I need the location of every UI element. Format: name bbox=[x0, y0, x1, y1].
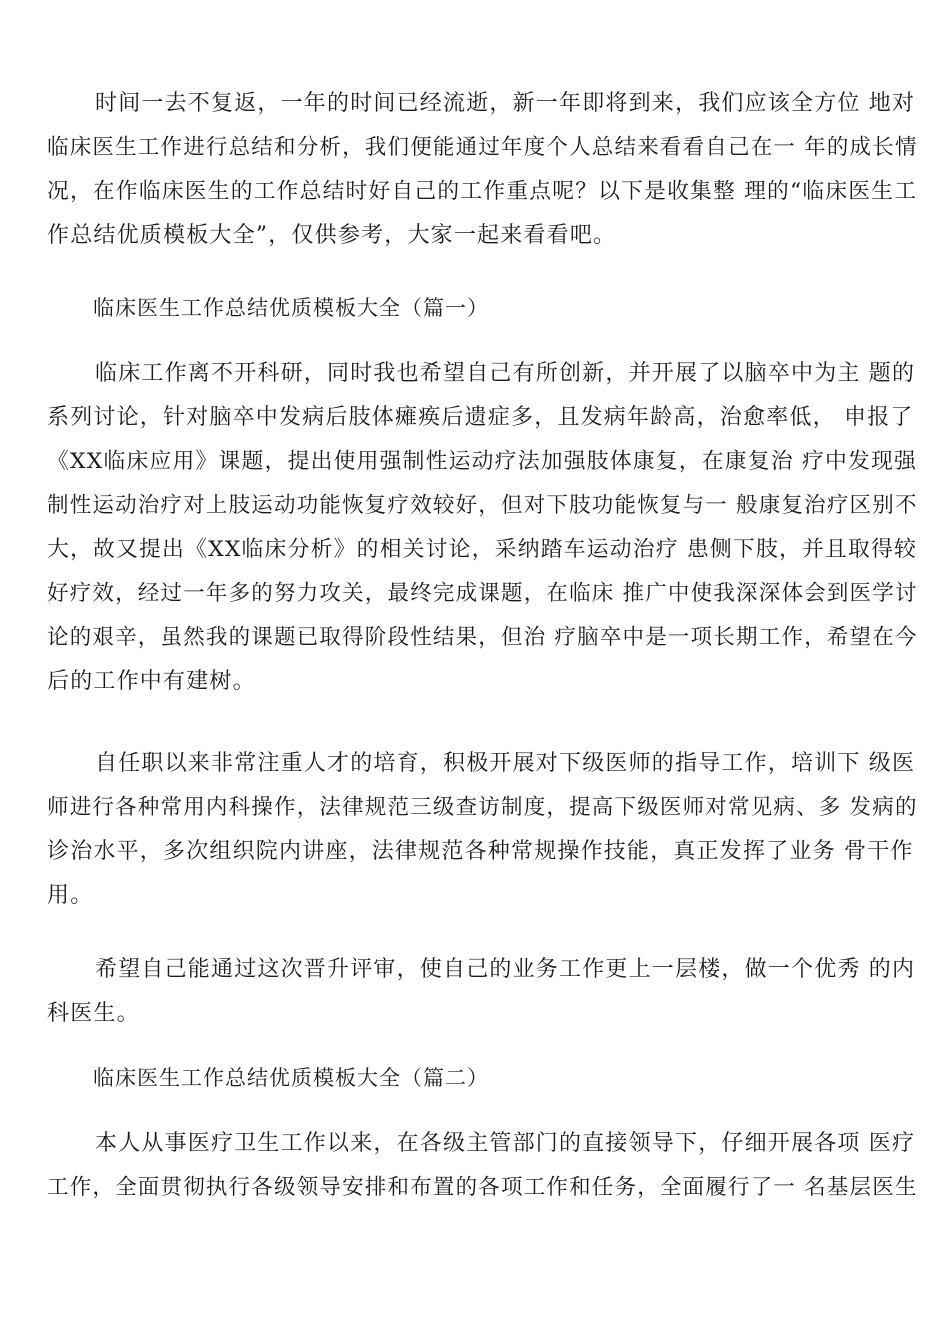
paragraph-line: 系列讨论，针对脑卒中发病后肢体瘫痪后遗症多，且发病年龄高，治愈率低， 申报了 bbox=[47, 405, 914, 430]
intro-line: 临床医生工作进行总结和分析，我们便能通过年度个人总结来看看自己在一 年的成长情 bbox=[47, 135, 918, 160]
paragraph-line: 论的艰辛，虽然我的课题已取得阶段性结果，但治 疗脑卒中是一项长期工作，希望在今 bbox=[47, 625, 918, 650]
paragraph-line: 《XX临床应用》课题，提出使用强制性运动疗法加强肢体康复，在康复治 疗中发现强 bbox=[47, 449, 918, 474]
intro-line: 况，在作临床医生的工作总结时好自己的工作重点呢？以下是收集整 理的“临床医生工 bbox=[47, 179, 918, 204]
section2-paragraph-1 bbox=[47, 1122, 917, 1210]
paragraph-line: 用。 bbox=[47, 883, 94, 908]
section1-paragraph-2 bbox=[47, 742, 917, 918]
section1-paragraph-1 bbox=[47, 352, 917, 704]
paragraph-line: 大，故又提出《XX临床分析》的相关讨论，采纳踏车运动治疗 患侧下肢，并且取得较 bbox=[47, 537, 918, 562]
paragraph-line: 后的工作中有建树。 bbox=[47, 669, 256, 694]
section-heading-1: 临床医生工作总结优质模板大全（篇一） bbox=[93, 296, 489, 320]
section-heading-2: 临床医生工作总结优质模板大全（篇二） bbox=[93, 1066, 489, 1090]
paragraph-line: 诊治水平，多次组织院内讲座，法律规范各种常规操作技能，真正发挥了业务 骨干作 bbox=[47, 839, 914, 864]
paragraph-line: 科医生。 bbox=[47, 1001, 140, 1026]
intro-line: 时间一去不复返，一年的时间已经流逝，新一年即将到来，我们应该全方位 地对 bbox=[95, 91, 916, 116]
paragraph-line: 好疗效，经过一年多的努力攻关，最终完成课题，在临床 推广中使我深深体会到医学讨 bbox=[47, 581, 918, 606]
paragraph-line: 自任职以来非常注重人才的培育，积极开展对下级医师的指导工作，培训下 级医 bbox=[95, 751, 916, 776]
section1-paragraph-3 bbox=[47, 948, 917, 1036]
paragraph-line: 师进行各种常用内科操作，法律规范三级查访制度，提高下级医师对常见病、多 发病的 bbox=[47, 795, 918, 820]
paragraph-line: 工作，全面贯彻执行各级领导安排和布置的各项工作和任务，全面履行了一 名基层医生 bbox=[47, 1175, 918, 1200]
paragraph-line: 制性运动治疗对上肢运动功能恢复疗效较好，但对下肢功能恢复与一 般康复治疗区别不 bbox=[47, 493, 918, 518]
paragraph-line: 希望自己能通过这次晋升评审，使自己的业务工作更上一层楼，做一个优秀 的内 bbox=[95, 957, 916, 982]
paragraph-line: 临床工作离不开科研，同时我也希望自己有所创新，并开展了以脑卒中为主 题的 bbox=[95, 361, 916, 386]
intro-line: 作总结优质模板大全”，仅供参考，大家一起来看看吧。 bbox=[47, 223, 617, 248]
intro-paragraph bbox=[47, 82, 917, 258]
paragraph-line: 本人从事医疗卫生工作以来，在各级主管部门的直接领导下，仔细开展各项 医疗 bbox=[95, 1131, 916, 1156]
